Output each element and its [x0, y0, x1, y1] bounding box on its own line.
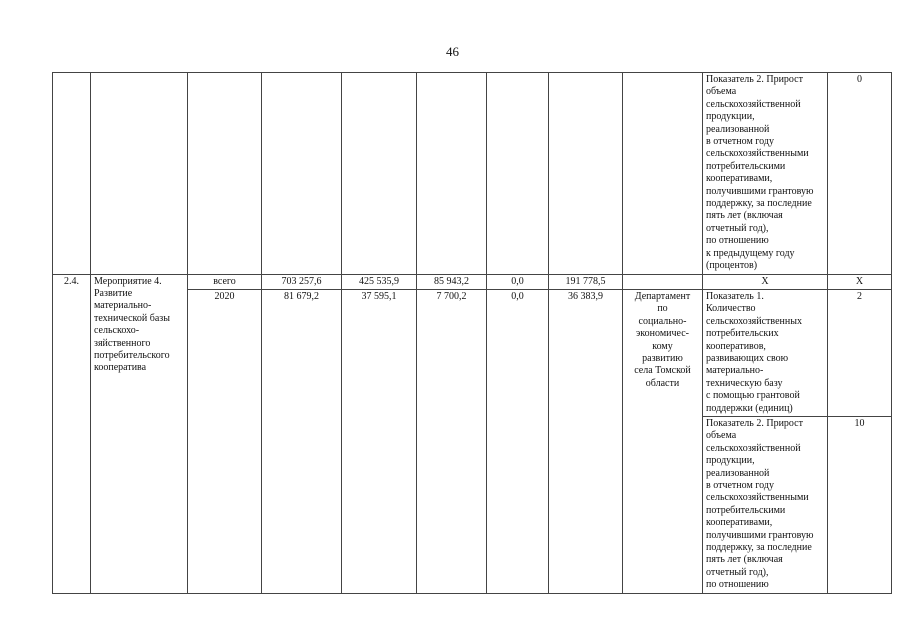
cell-local: 0,0 [487, 289, 549, 593]
cell-indicator-value: 2 [828, 289, 892, 416]
cell-other: 36 383,9 [549, 289, 623, 593]
cell-regional: 85 943,2 [417, 274, 487, 289]
cell-num [53, 73, 91, 275]
cell-indicator: X [703, 274, 828, 289]
cell-indicator-value: 0 [828, 73, 892, 275]
table-row [53, 274, 892, 289]
cell-name [91, 73, 188, 275]
cell-federal: 425 535,9 [342, 274, 417, 289]
cell-period: 2020 [188, 289, 262, 593]
cell-regional [417, 73, 487, 275]
cell-total [262, 73, 342, 275]
cell-total: 81 679,2 [262, 289, 342, 593]
cell-regional: 7 700,2 [417, 289, 487, 593]
cell-name: Мероприятие 4. Развитие материально- технической базы сельскохо- зяйственного потребительского кооператива [91, 274, 188, 593]
cell-indicator-value: X [828, 274, 892, 289]
cell-executor: Департамент по социально- экономичес- кому развитию села Томской области [623, 289, 703, 593]
cell-num: 2.4. [53, 274, 91, 593]
page-number: 46 [446, 44, 459, 59]
cell-indicator: Показатель 1. Количество сельскохозяйственных потребительских кооперативов, развивающих свою материально- техническую базу с помощью грантовой поддержки (единиц) [703, 289, 828, 416]
cell-executor [623, 73, 703, 275]
cell-period: всего [188, 274, 262, 289]
program-table [52, 72, 892, 594]
cell-federal [342, 73, 417, 275]
cell-other: 191 778,5 [549, 274, 623, 289]
cell-total: 703 257,6 [262, 274, 342, 289]
cell-local [487, 73, 549, 275]
cell-executor [623, 274, 703, 289]
cell-period [188, 73, 262, 275]
cell-indicator: Показатель 2. Прирост объема сельскохозяйственной продукции, реализованной в отчетном году сельскохозяйственными потребительскими кооперативами, получившими грантовую поддержку, за последние пять лет (включая отчетный год), по отношению к предыдущему году (процентов) [703, 73, 828, 275]
cell-federal: 37 595,1 [342, 289, 417, 593]
cell-indicator-value: 10 [828, 416, 892, 593]
cell-indicator: Показатель 2. Прирост объема сельскохозяйственной продукции, реализованной в отчетном году сельскохозяйственными потребительскими кооперативами, получившими грантовую поддержку, за последние пять лет (включая отчетный год), по отношению [703, 416, 828, 593]
cell-local: 0,0 [487, 274, 549, 289]
table-row [53, 73, 892, 275]
cell-other [549, 73, 623, 275]
